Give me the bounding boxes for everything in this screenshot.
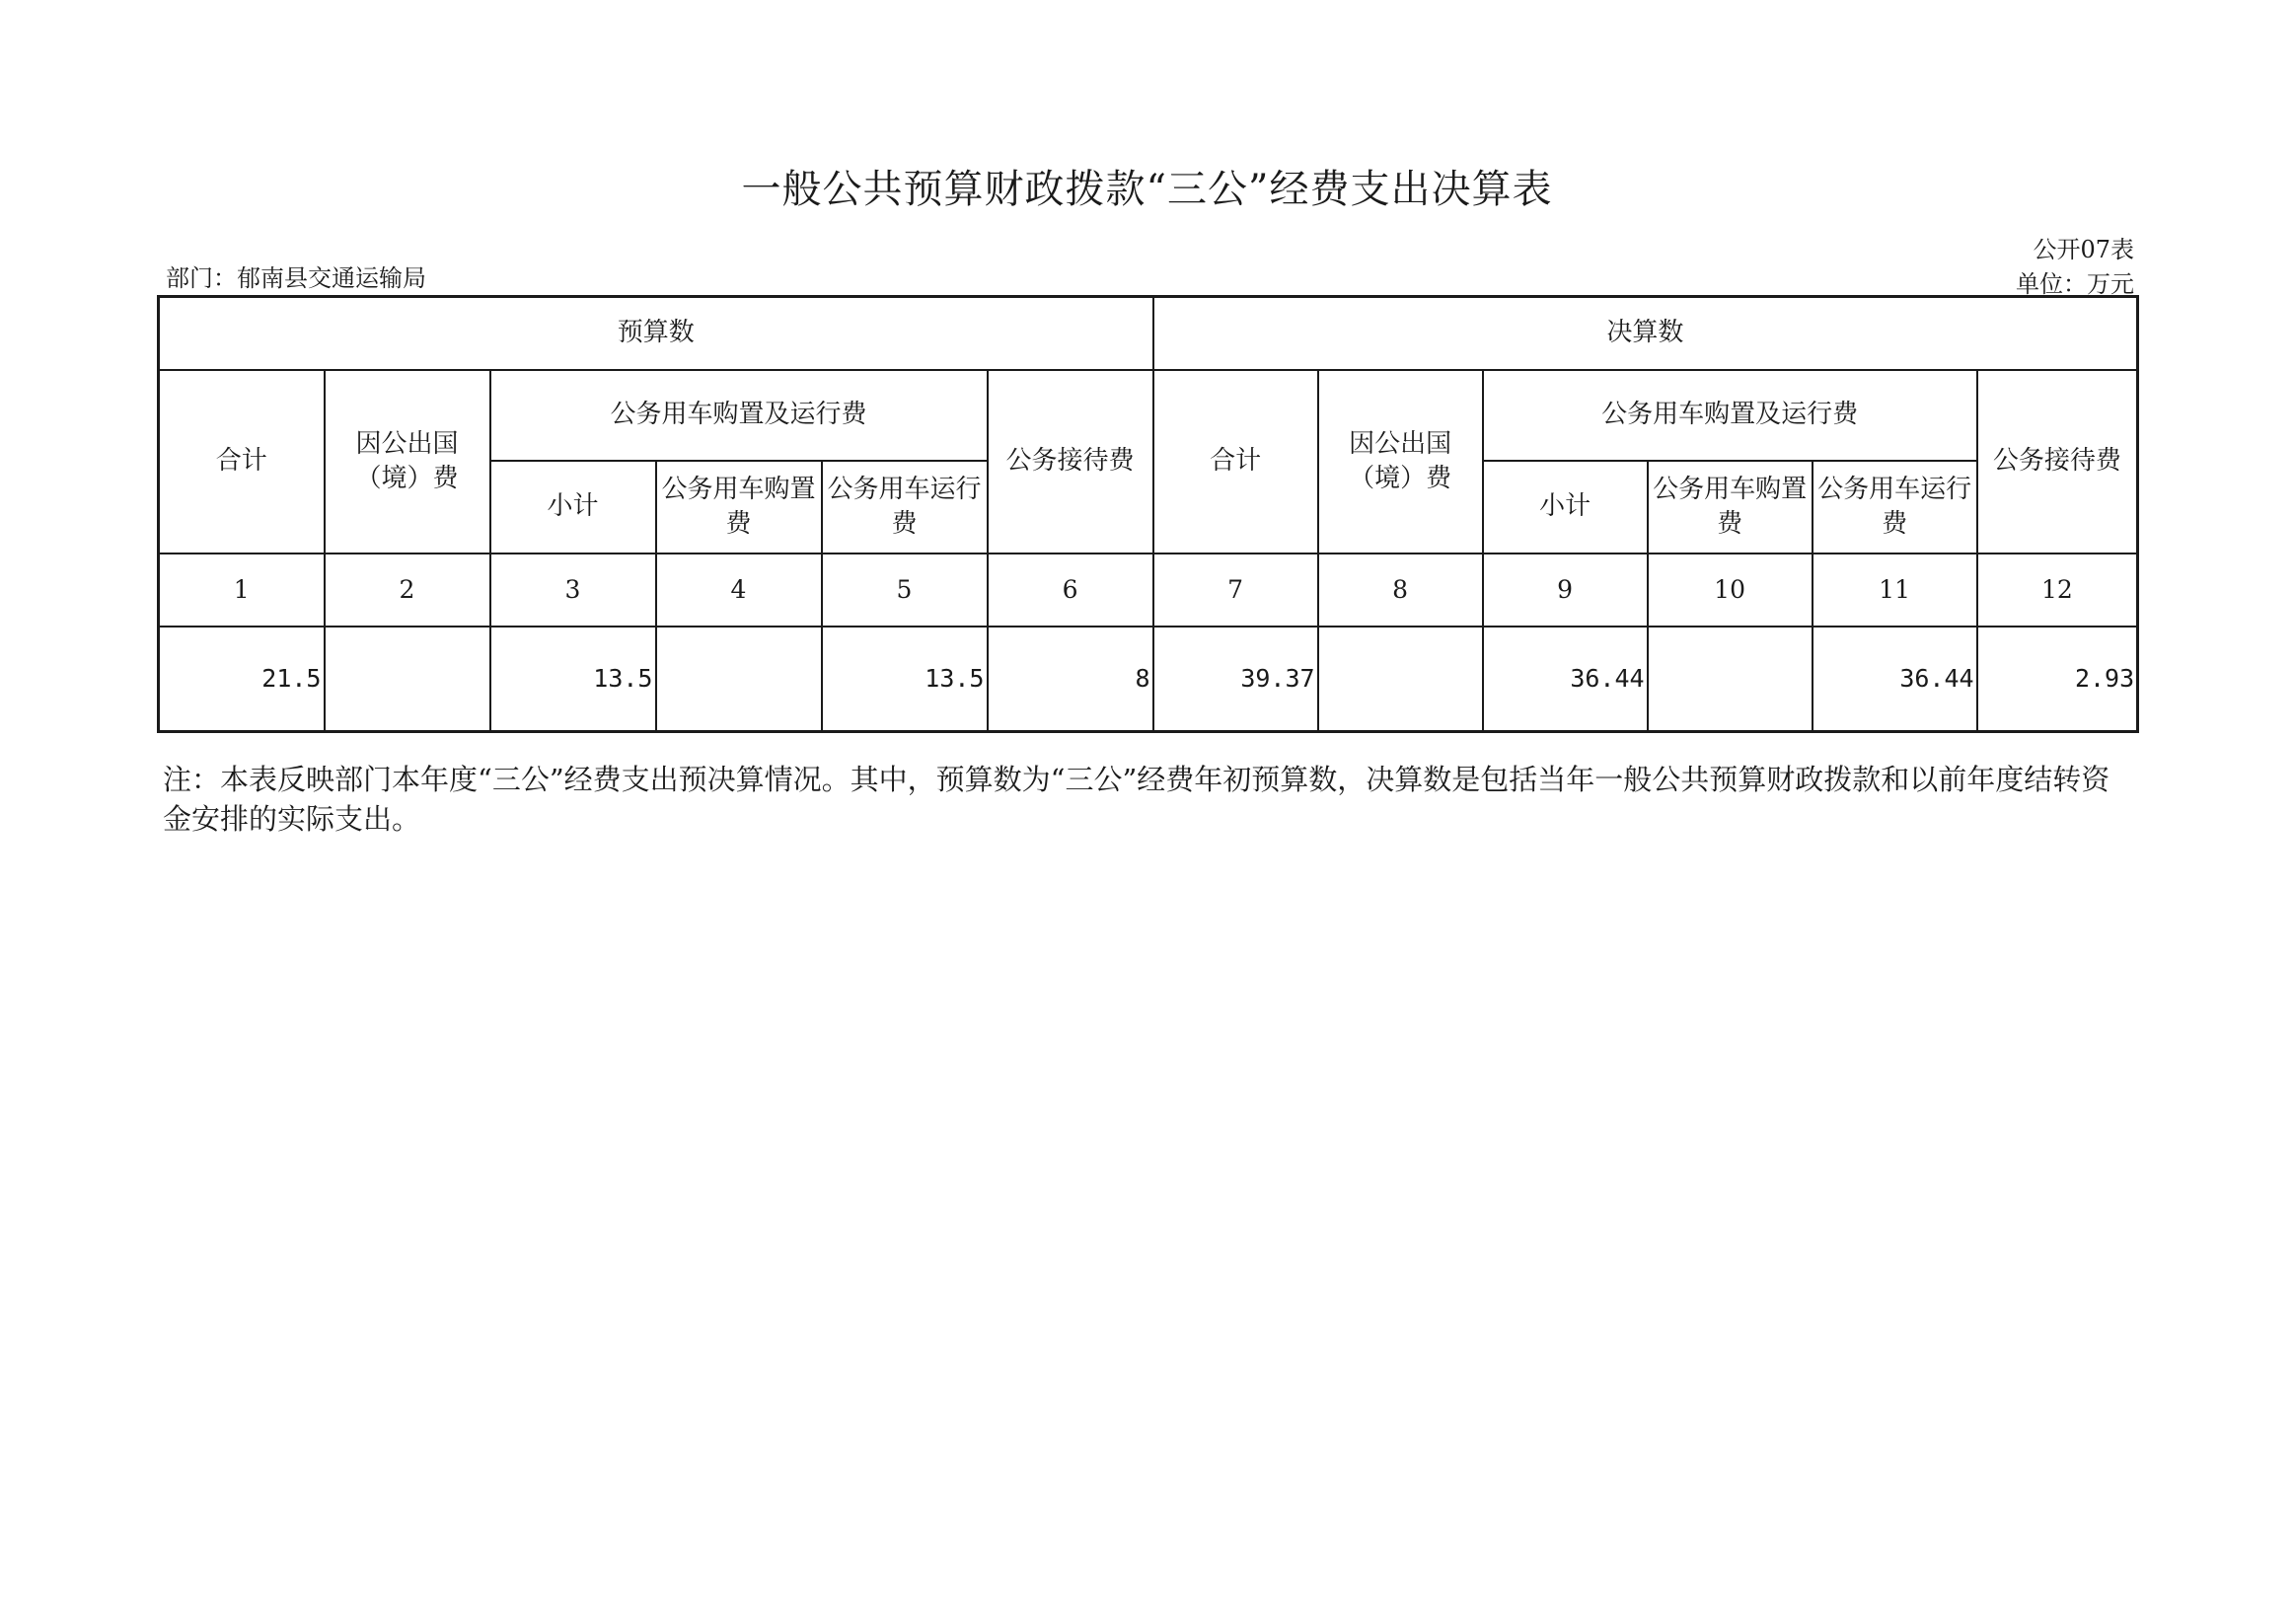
column-index: 11 bbox=[1813, 554, 1977, 627]
column-index: 3 bbox=[490, 554, 656, 627]
budget-reception-value: 8 bbox=[988, 627, 1153, 732]
budget-subtotal-header: 小计 bbox=[490, 461, 656, 554]
final-vehicle-purchase-header: 公务用车购置费 bbox=[1648, 461, 1813, 554]
department-label: 部门：郁南县交通运输局 bbox=[166, 264, 426, 292]
three-public-expenses-table bbox=[157, 295, 2139, 733]
page-title: 一般公共预算财政拨款“三公”经费支出决算表 bbox=[741, 167, 1553, 212]
budget-subtotal-value: 13.5 bbox=[490, 627, 656, 732]
final-vehicle-operation-value: 36.44 bbox=[1813, 627, 1977, 732]
budget-vehicle-purchase-header: 公务用车购置费 bbox=[656, 461, 822, 554]
final-reception-header: 公务接待费 bbox=[1977, 370, 2138, 554]
budget-total-value: 21.5 bbox=[159, 627, 325, 732]
form-number: 公开07表 bbox=[2033, 236, 2134, 263]
column-index-row bbox=[159, 554, 2138, 627]
budget-reception-header: 公务接待费 bbox=[988, 370, 1153, 554]
column-index: 1 bbox=[159, 554, 325, 627]
budget-vehicle-operation-header: 公务用车运行费 bbox=[822, 461, 988, 554]
final-reception-value: 2.93 bbox=[1977, 627, 2138, 732]
budget-total-header: 合计 bbox=[159, 370, 325, 554]
final-subtotal-header: 小计 bbox=[1483, 461, 1648, 554]
final-total-value: 39.37 bbox=[1153, 627, 1318, 732]
data-row bbox=[159, 627, 2138, 732]
column-index: 10 bbox=[1648, 554, 1813, 627]
column-index: 5 bbox=[822, 554, 988, 627]
final-vehicle-purchase-value bbox=[1648, 627, 1813, 732]
final-total-header: 合计 bbox=[1153, 370, 1318, 554]
unit-label: 单位：万元 bbox=[2016, 270, 2134, 298]
final-vehicle-group-header: 公务用车购置及运行费 bbox=[1483, 370, 1977, 461]
budget-abroad-header: 因公出国（境）费 bbox=[325, 370, 490, 554]
final-group-header: 决算数 bbox=[1153, 297, 2138, 371]
budget-vehicle-group-header: 公务用车购置及运行费 bbox=[490, 370, 988, 461]
column-index: 2 bbox=[325, 554, 490, 627]
final-abroad-value bbox=[1318, 627, 1483, 732]
column-index: 12 bbox=[1977, 554, 2138, 627]
budget-vehicle-operation-value: 13.5 bbox=[822, 627, 988, 732]
column-index: 7 bbox=[1153, 554, 1318, 627]
final-abroad-header: 因公出国（境）费 bbox=[1318, 370, 1483, 554]
column-index: 6 bbox=[988, 554, 1153, 627]
budget-abroad-value bbox=[325, 627, 490, 732]
column-index: 9 bbox=[1483, 554, 1648, 627]
budget-vehicle-purchase-value bbox=[656, 627, 822, 732]
footnote: 注：本表反映部门本年度“三公”经费支出预决算情况。其中，预算数为“三公”经费年初预算数，决算数是包括当年一般公共预算财政拨款和以前年度结转资金安排的实际支出。 bbox=[163, 763, 2110, 836]
budget-group-header: 预算数 bbox=[159, 297, 1153, 371]
final-subtotal-value: 36.44 bbox=[1483, 627, 1648, 732]
column-index: 8 bbox=[1318, 554, 1483, 627]
final-vehicle-operation-header: 公务用车运行费 bbox=[1813, 461, 1977, 554]
column-index: 4 bbox=[656, 554, 822, 627]
